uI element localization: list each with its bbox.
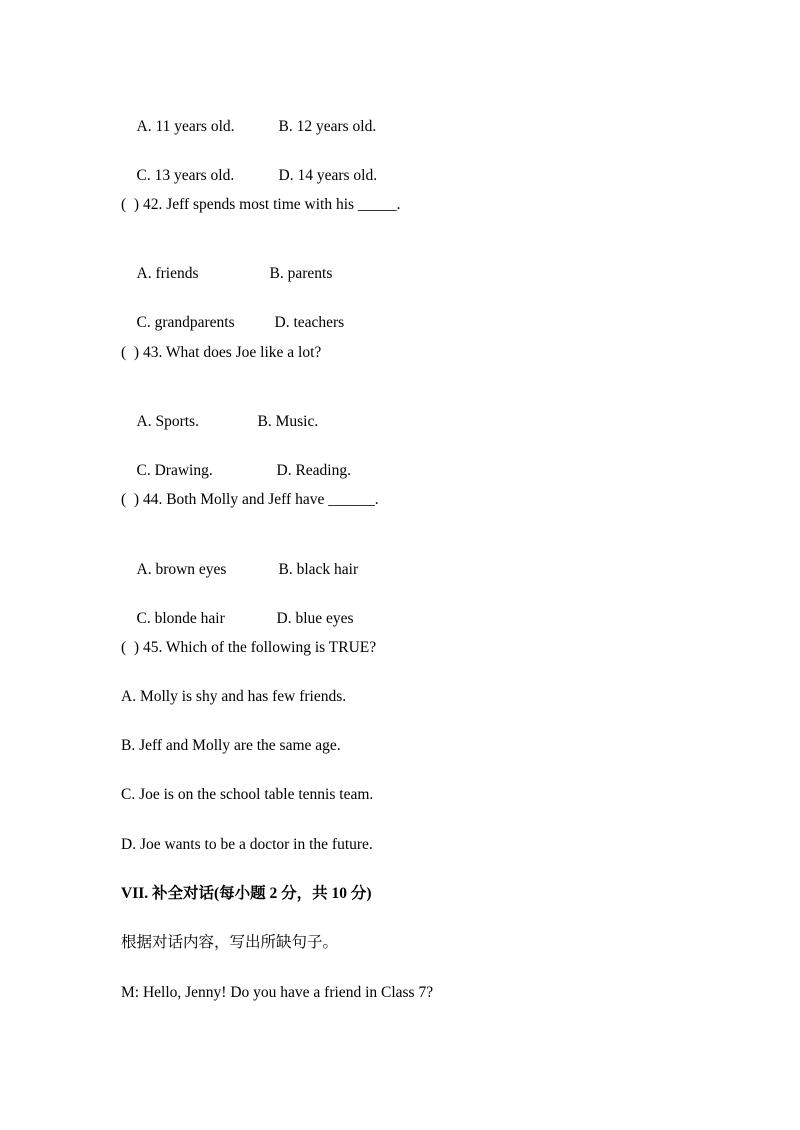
q43-option-a: A. Sports.: [136, 413, 199, 430]
q42-option-d: D. teachers: [274, 314, 345, 331]
q45-option-a: A. Molly is shy and has few friends.: [121, 688, 347, 705]
q43-option-c: C. Drawing.: [136, 462, 213, 479]
q45-option-b: B. Jeff and Molly are the same age.: [121, 737, 341, 754]
q41-option-c: C. 13 years old.: [136, 167, 235, 184]
q44-stem: ( ) 44. Both Molly and Jeff have ______.: [121, 491, 379, 508]
q44-option-b: B. black hair: [278, 561, 359, 578]
q44-option-d: D. blue eyes: [276, 610, 354, 627]
q43-stem: ( ) 43. What does Joe like a lot?: [121, 344, 322, 361]
q44-option-a: A. brown eyes: [136, 561, 227, 578]
dialogue-line-1: M: Hello, Jenny! Do you have a friend in Class 7?: [121, 984, 434, 1001]
q44-option-c: C. blonde hair: [136, 610, 225, 627]
q43-option-d: D. Reading.: [276, 462, 351, 479]
q41-option-a: A. 11 years old.: [136, 118, 235, 135]
q43-option-b: B. Music.: [257, 413, 319, 430]
q42-option-c: C. grandparents: [136, 314, 235, 331]
q45-option-d: D. Joe wants to be a doctor in the future.: [121, 836, 373, 853]
q42-option-a: A. friends: [136, 265, 199, 282]
section-7-instruction: 根据对话内容，写出所缺句子。: [121, 934, 339, 951]
q41-option-b: B. 12 years old.: [278, 118, 377, 135]
q45-stem: ( ) 45. Which of the following is TRUE?: [121, 639, 377, 656]
q42-stem: ( ) 42. Jeff spends most time with his _____.: [121, 196, 401, 213]
q42-option-b: B. parents: [269, 265, 333, 282]
section-7-heading: VII. 补全对话(每小题 2 分，共 10 分): [121, 885, 372, 902]
q41-option-d: D. 14 years old.: [278, 167, 378, 184]
q45-option-c: C. Joe is on the school table tennis team.: [121, 786, 374, 803]
